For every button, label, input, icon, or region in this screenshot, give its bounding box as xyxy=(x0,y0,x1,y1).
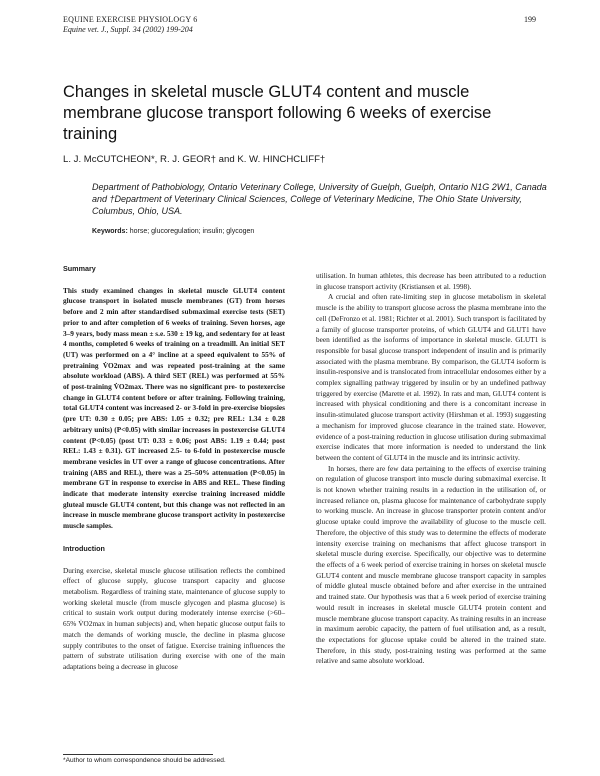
correspondence-footnote: *Author to whom correspondence should be addressed. xyxy=(63,757,226,764)
author-list: L. J. McCUTCHEON*, R. J. GEOR† and K. W. HINCHCLIFF† xyxy=(63,154,326,165)
footnote-divider xyxy=(63,754,213,755)
journal-citation: Equine vet. J., Suppl. 34 (2002) 199-204 xyxy=(63,25,193,34)
body-paragraph: In horses, there are few data pertaining to the effects of exercise training on regulation of glucose transport into muscle during submaximal exercise. It is not known whether training results in a reduction in the utilisation of, or increased reliance on, plasma glucose for maintenance of carbohydrate supply to working muscle. An increase in glucose transporter protein content and/or glucose uptake could improve the availability of glucose to the muscle cell. Therefore, the objective of this study was to determine the effects of moderate intensity exercise training on mechanisms that affect glucose transport in skeletal muscle during exercise. Specifically, our objective was to determine the effects of a 6 week period of exercise training in horses on skeletal muscle GLUT4 content and muscle membrane glucose transport capacity in samples of middle gluteal muscle obtained before and after exercise in the untrained and trained state. Our hypothesis was that a 6 week period of exercise training would result in increases in skeletal muscle GLUT4 protein content and muscle membrane glucose transport capacity. As training results in an increase in maximum aerobic capacity, the pattern of fuel utilisation and, as a result, the expectations for glucose uptake could be altered in the trained state. Therefore, in this study, post-training testing was performed at the same relative and same absolute workload. xyxy=(316,463,546,666)
running-head xyxy=(63,15,197,35)
article-title: Changes in skeletal muscle GLUT4 content and muscle membrane glucose transport following 6 weeks of exercise training xyxy=(63,83,492,143)
body-paragraph: utilisation. In human athletes, this decrease has been attributed to a reduction in glucose transport activity (Kristiansen et al. 1998). xyxy=(316,271,546,291)
page-number: 199 xyxy=(524,15,536,24)
left-column xyxy=(63,264,285,673)
summary-text: This study examined changes in skeletal muscle GLUT4 content glucose transport in isolated muscle membranes (GT) from horses before and 2 min after standardised submaximal exercise tests (SET) prior to and after completion of 6 weeks of training. Seven horses, age 3–9 years, body mass mean ± s.e. 530 ± 19 kg, and sedentary for at least 4 months, completed 6 weeks of training on a treadmill. An initial SET (UT) was performed on a 4° incline at a speed equivalent to 55% of pretraining V̇O2max and was repeated post-training at the same absolute workload (ABS). A third SET (REL) was performed at 55% of post-training V̇O2max. There was no significant pre- to postexercise change in GLUT4 content before or after training. Following training, total GLUT4 content was increased 2- or 3-fold in pre-exercise biopsies (pre UT: 0.30 ± 0.05; pre ABS: 1.05 ± 0.32; pre REL: 1.34 ± 0.28 arbitrary units) (P<0.05) with similar increases in postexercise GLUT4 content (P<0.05) (post UT: 0.33 ± 0.06; post ABS: 1.19 ± 0.44; post REL: 1.43 ± 0.31). GT increased 2.5- to 6-fold in postexercise muscle membrane vesicles in UT over a range of glucose concentrations. After training (ABS and REL), there was a 25–50% attenuation (P<0.05) in membrane GT in response to exercise in ABS and REL. These finding indicate that moderate intensity exercise training increased middle gluteal muscle GLUT4 content, but this change was not reflected in an increase in muscle membrane glucose transport activity in postexercise muscle samples. xyxy=(63,285,285,531)
keywords-list: horse; glucoregulation; insulin; glycogen xyxy=(129,228,255,235)
introduction-paragraph: During exercise, skeletal muscle glucose utilisation reflects the combined effect of glucose supply, glucose transport capacity and glucose metabolism. Regardless of training state, maintenance of glucose supply to working skeletal muscle (from muscle glycogen and plasma glucose) is critical to sustain work output during moderately intense exercise (>60–65% V̇O2max in human subjects) and, when hepatic glucose output fails to match the demands of working muscle, the decline in plasma glucose supply contributes to the onset of fatigue. Exercise training influences the pattern of substrate utilisation during exercise with one of the main adaptations being a decrease in glucose xyxy=(63,565,285,671)
introduction-heading: Introduction xyxy=(63,543,105,553)
author-affiliation: Department of Pathobiology, Ontario Veterinary College, University of Guelph, Guelph, Ontario N1G 2W1, Canada and †Department of Veterinary Clinical Sciences, College of Veterinary Medicine, The Ohio State University, Columbus, Ohio, USA. xyxy=(92,182,547,217)
keywords xyxy=(92,227,547,236)
right-column xyxy=(316,271,546,667)
summary-heading: Summary xyxy=(63,264,96,273)
keywords-label: Keywords: xyxy=(92,228,128,235)
body-paragraph: A crucial and often rate-limiting step in glucose metabolism in skeletal muscle is the ability to transport glucose across the plasma membrane into the cell (DeFronzo et al. 1981; Richter et al. 2001). Such transport is facilitated by a family of glucose transporter proteins, of which GLUT4 and GLUT1 have been identified as the isoforms of importance in skeletal muscle. GLUT1 is responsible for basal glucose transport independent of insulin and is primarily associated with the plasma membrane. By comparison, the GLUT4 isoform is insulin-responsive and is translocated from intracellular endosomes either by a complex signalling pathway triggered by insulin or by an undefined pathway triggered by exercise (Marette et al. 1992). In rats and man, GLUT4 content is increased with physical conditioning and there is a concomitant increase in insulin-stimulated glucose transport activity (Hirshman et al. 1993) suggesting a mechanism for improved glucose clearance in the trained state. However, evidence of a post-training reduction in glucose utilisation during submaximal exercise indicates that more information is needed to understand the link between the content of GLUT4 in the muscle and its intrinsic activity. xyxy=(316,292,546,462)
journal-name: EQUINE EXERCISE PHYSIOLOGY 6 xyxy=(63,15,198,24)
